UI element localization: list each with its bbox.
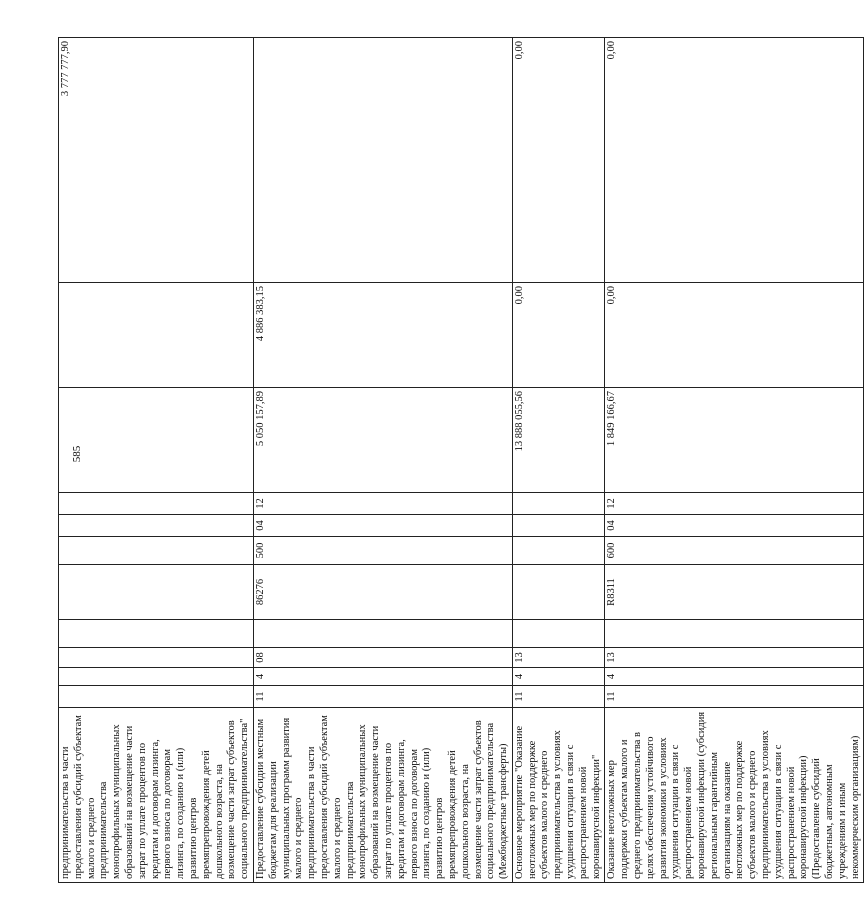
code-cell: 13	[605, 648, 864, 668]
amount-cell: 1 849 166,67	[605, 388, 864, 493]
code-cell	[59, 537, 254, 565]
code-cell	[59, 620, 254, 648]
table-row	[512, 38, 605, 883]
code-cell	[512, 620, 605, 648]
code-cell: 08	[253, 648, 512, 668]
code-cell: 600	[605, 537, 864, 565]
amount-cell	[59, 388, 254, 493]
code-cell	[59, 686, 254, 708]
amount-cell: 0,00	[512, 38, 605, 283]
code-cell: 11	[512, 686, 605, 708]
code-cell	[512, 537, 605, 565]
code-cell: 4	[605, 668, 864, 686]
page-number: 585	[71, 445, 83, 463]
amount-cell	[253, 38, 512, 283]
code-cell: 86276	[253, 565, 512, 620]
code-cell	[605, 620, 864, 648]
row-name-cell: Оказание неотложных мер поддержки субъектам малого и среднего предпринимательства в целях обеспечения устойчивого развития экономики в условиях ухудшения ситуации в связи с распространением новой коронавирусной инфекции (субсидия региональным гарантийным организациям на оказание неотложных мер по поддержке субъектов малого и среднего предпринимательства в условиях ухудшения ситуации в связи с распространением новой коронавирусной инфекции) (Предоставление субсидий бюджетным, автономным учреждениям и иным некоммерческим организациям)	[605, 708, 864, 883]
code-cell: 4	[253, 668, 512, 686]
table-row	[605, 38, 864, 883]
amount-cell: 5 050 157,89	[253, 388, 512, 493]
code-cell: 4	[512, 668, 605, 686]
amount-cell	[59, 283, 254, 388]
code-cell	[59, 648, 254, 668]
code-cell	[253, 620, 512, 648]
table-row	[59, 38, 254, 883]
code-cell	[512, 565, 605, 620]
code-cell: 04	[605, 515, 864, 537]
code-cell: 12	[253, 493, 512, 515]
budget-table	[58, 37, 864, 883]
amount-cell: 0,00	[605, 38, 864, 283]
table-row	[253, 38, 512, 883]
code-cell	[59, 565, 254, 620]
code-cell	[512, 493, 605, 515]
code-cell	[59, 493, 254, 515]
code-cell: 12	[605, 493, 864, 515]
code-cell	[512, 515, 605, 537]
amount-cell: 0,00	[512, 283, 605, 388]
code-cell: R8311	[605, 565, 864, 620]
row-name-cell: Основное мероприятие "Оказание неотложных мер по поддержке субъектов малого и среднего предпринимательства в условиях ухудшения ситуации в связи с распространением новой коронавирусной инфекции"	[512, 708, 605, 883]
code-cell: 13	[512, 648, 605, 668]
code-cell	[59, 668, 254, 686]
amount-cell: 0,00	[605, 283, 864, 388]
code-cell	[59, 515, 254, 537]
amount-cell: 3 777 777,90	[59, 38, 254, 283]
amount-cell: 4 886 383,15	[253, 283, 512, 388]
amount-cell: 13 888 055,56	[512, 388, 605, 493]
row-name-cell: предпринимательства в части предоставления субсидий субъектам малого и среднего предпринимательства монопрофильных муниципальных образований на возмещение части затрат по уплате процентов по кредитам и договорам лизинга, первого взноса по договорам лизинга, по созданию и (или) развитию центров времяпрепровождения детей дошкольного возраста, на возмещение части затрат субъектов социального предпринимательства"	[59, 708, 254, 883]
code-cell: 11	[605, 686, 864, 708]
row-name-cell: Предоставление субсидии местным бюджетам для реализации муниципальных программ развития малого и среднего предпринимательства в части предоставления субсидий субъектам малого и среднего предпринимательства монопрофильных муниципальных образований на возмещение части затрат по уплате процентов по кредитам и договорам лизинга, первого взноса по договорам лизинга, по созданию и (или) развитию центров времяпрепровождения детей дошкольного возраста, на возмещение части затрат субъектов социального предпринимательства (Межбюджетные трансферты)	[253, 708, 512, 883]
code-cell: 11	[253, 686, 512, 708]
code-cell: 04	[253, 515, 512, 537]
code-cell: 500	[253, 537, 512, 565]
budget-table-rotated	[58, 38, 861, 883]
